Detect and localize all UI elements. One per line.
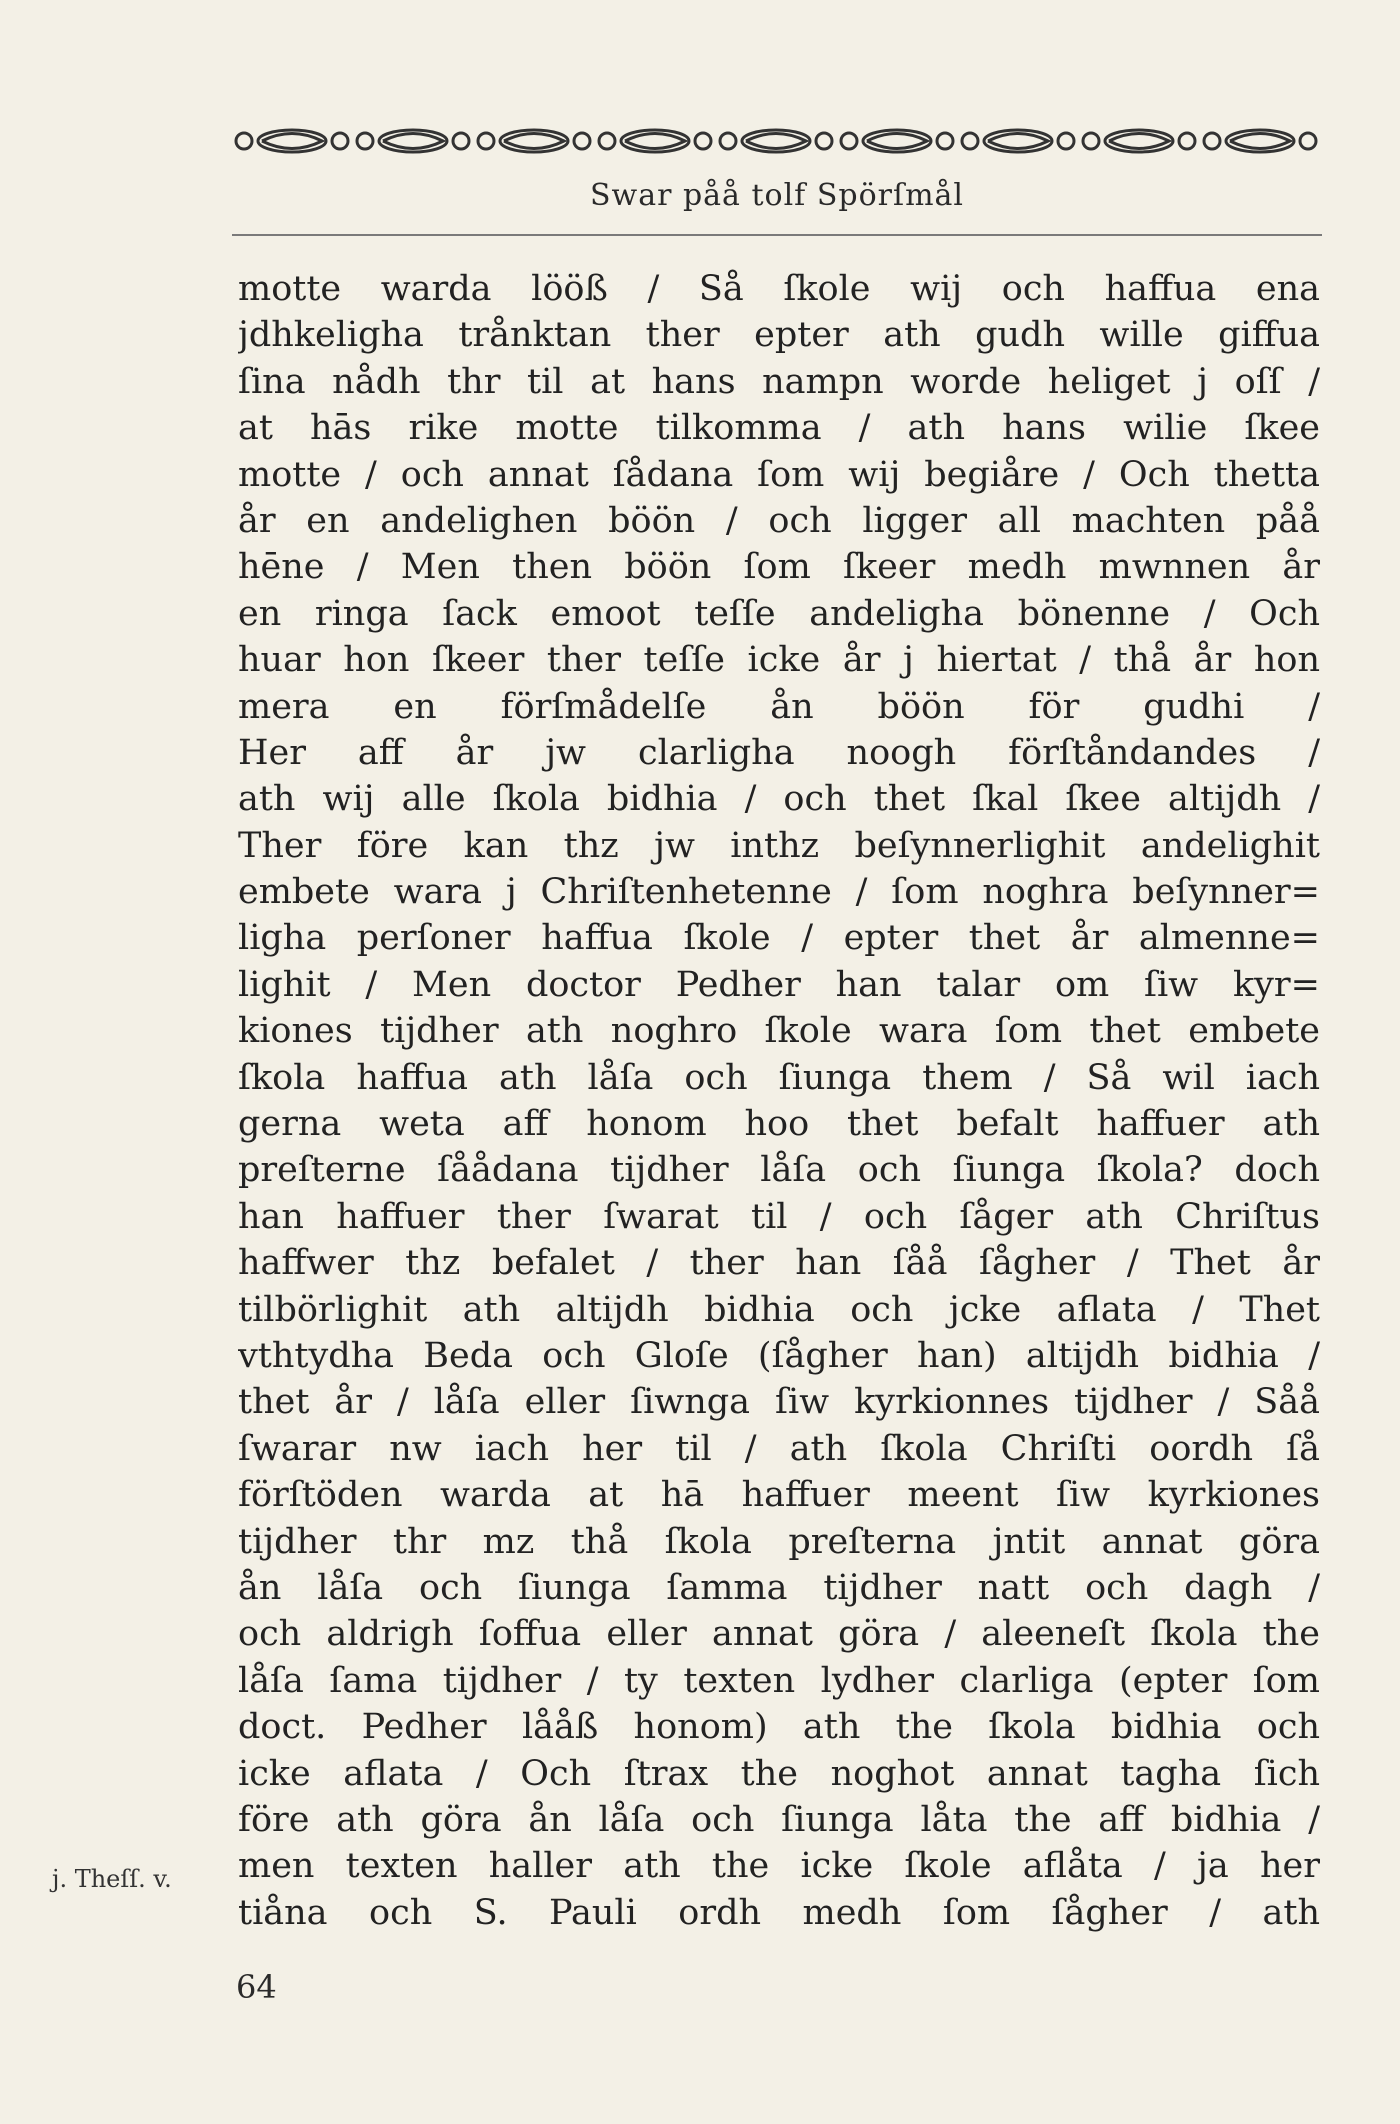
text-line: doct. Pedher lååß honom) ath the ſkola bidhia och [238,1707,1320,1748]
text-line: och aldrigh ſoffua eller annat göra / aleeneſt ſkola the [238,1614,1320,1655]
text-line: motte / och annat ſådana ſom wij begiåre / Och thetta [238,454,1320,495]
text-line: Her aff år jw clarligha noogh förſtåndandes / [238,732,1320,773]
text-line: han haffuer ther ſwarat til / och ſåger ath Chriſtus [238,1196,1320,1237]
text-line: ån låſa och ſiunga ſamma tijdher natt och dagh / [238,1567,1320,1608]
header-ornament [232,124,1322,158]
text-line: ſkola haffua ath låſa och ſiunga them / Så wil iach [238,1057,1320,1098]
text-line: jdhkeligha trånktan ther epter ath gudh wille giffua [238,315,1320,356]
text-line: huar hon ſkeer ther teſſe icke år j hiertat / thå år hon [238,640,1320,681]
text-line: före ath göra ån låſa och ſiunga låta the aff bidhia / [238,1799,1320,1840]
text-line: men texten haller ath the icke ſkole aflåta / ja her [238,1846,1320,1887]
text-line: förſtöden warda at hā haffuer meent ſiw kyrkiones [238,1475,1320,1516]
margin-note: j. Theſſ. v. [52,1865,172,1893]
page-number: 64 [236,1968,277,2006]
text-line: Ther före kan thz jw inthz beſynnerlighit andelighit [238,825,1320,866]
body-text [238,266,1320,1936]
text-line: hēne / Men then böön ſom ſkeer medh mwnnen år [238,547,1320,588]
text-line: tilbörlighit ath altijdh bidhia och jcke aflata / Thet [238,1289,1320,1330]
text-line: ſwarar nw iach her til / ath ſkola Chriſti oordh ſå [238,1428,1320,1469]
text-line: haffwer thz befalet / ther han ſåå ſågher / Thet år [238,1243,1320,1284]
text-line: at hās rike motte tilkomma / ath hans wilie ſkee [238,408,1320,449]
text-line: ligha perſoner haffua ſkole / epter thet år almenne= [238,918,1320,959]
text-line: vthtydha Beda och Gloſe (ſågher han) altijdh bidhia / [238,1335,1320,1376]
running-head: Swar påå tolf Spörſmål [589,178,965,213]
text-line: ath wij alle ſkola bidhia / och thet ſkal ſkee altijdh / [238,779,1320,820]
text-line: thet år / låſa eller ſiwnga ſiw kyrkionnes tijdher / Såå [238,1382,1320,1423]
text-line: år en andelighen böön / och ligger all machten påå [238,500,1320,541]
text-line: en ringa ſack emoot teſſe andeligha bönenne / Och [238,593,1320,634]
text-line: ſina nådh thr til at hans nampn worde heliget j oſſ / [238,361,1320,402]
text-line: tijdher thr mz thå ſkola preſterna jntit annat göra [238,1521,1320,1562]
text-line: preſterne ſåådana tijdher låſa och ſiunga ſkola? doch [238,1150,1320,1191]
header-rule [232,234,1322,236]
text-line: icke aflata / Och ſtrax the noghot annat tagha ſich [238,1753,1320,1794]
text-line: mera en förſmådelſe ån böön för gudhi / [238,686,1320,727]
text-line: embete wara j Chriſtenhetenne / ſom noghra beſynner= [238,872,1320,913]
text-line: lighit / Men doctor Pedher han talar om ſiw kyr= [238,964,1320,1005]
text-line: gerna weta aff honom hoo thet befalt haffuer ath [238,1104,1320,1145]
text-line: tiåna och S. Pauli ordh medh ſom ſågher / ath [238,1892,1320,1933]
text-line: låſa ſama tijdher / ty texten lydher clarliga (epter ſom [238,1660,1320,1701]
text-line: kiones tijdher ath noghro ſkole wara ſom thet embete [238,1011,1320,1052]
text-line: motte warda lööß / Så ſkole wij och haffua ena [238,269,1320,309]
